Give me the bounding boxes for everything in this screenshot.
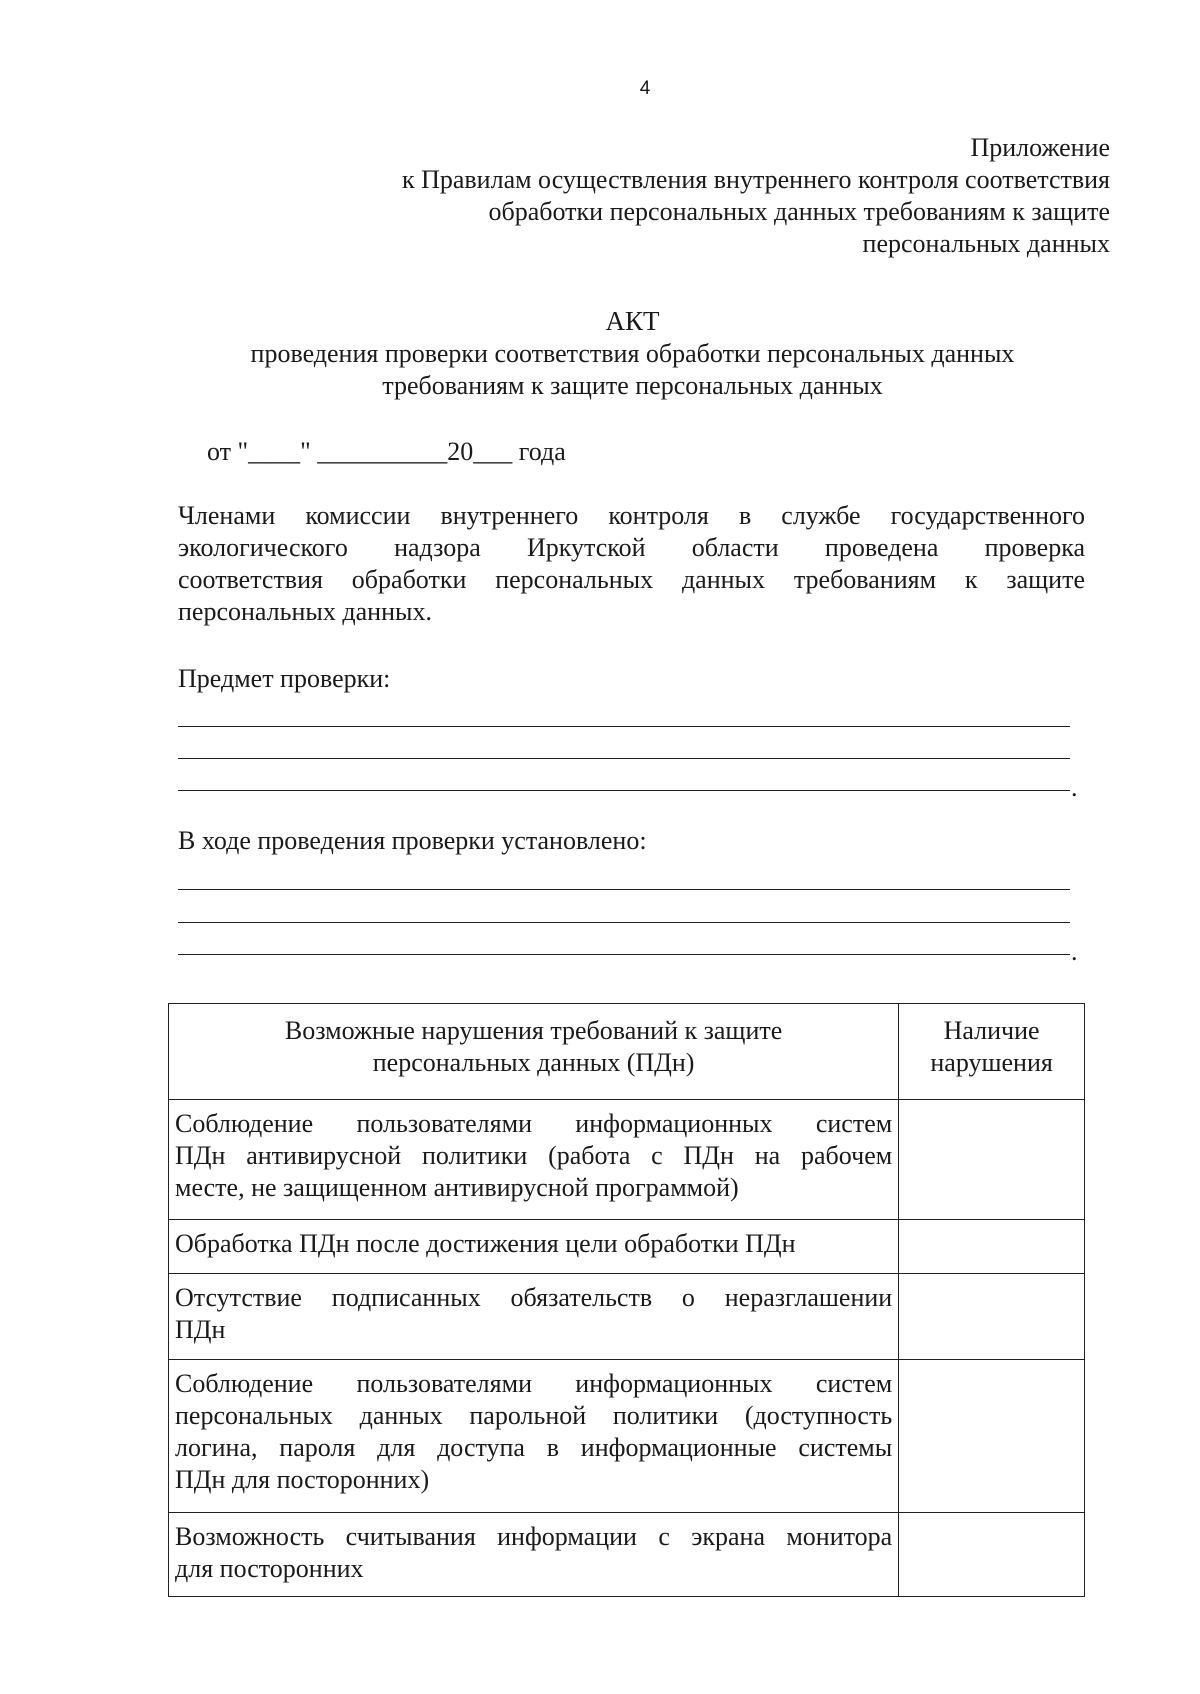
intro-line: Членами комиссии внутреннего контроля в службе государственного (178, 501, 1085, 530)
row-line: Соблюдение пользователями информационных систем (175, 1109, 893, 1138)
act-date-line: от "____" __________20___ года (207, 437, 566, 466)
subject-blank-line (178, 726, 1070, 727)
intro-line: персональных данных. (178, 597, 432, 626)
table-header-row (169, 1004, 1085, 1100)
header-flag (899, 1004, 1085, 1100)
row-line: ПДн для посторонних) (175, 1465, 430, 1494)
act-title: АКТ (605, 306, 660, 336)
row-line: Соблюдение пользователями информационных систем (175, 1369, 893, 1398)
intro-line: соответствия обработки персональных данных требованиям к защите (178, 565, 1085, 594)
row-line: Возможность считывания информации с экрана монитора (175, 1522, 893, 1551)
act-subtitle-line: требованиям к защите персональных данных (382, 371, 883, 400)
page-number: 4 (639, 78, 651, 99)
row-requirement (169, 1513, 899, 1597)
row-line: ПДн антивирусной политики (работа с ПДн на рабочем (175, 1141, 893, 1170)
row-requirement (169, 1220, 899, 1274)
table-row (169, 1360, 1085, 1513)
table-row (169, 1274, 1085, 1360)
row-line: Отсутствие подписанных обязательств о неразглашении (175, 1283, 893, 1312)
findings-blank-line (178, 954, 1070, 955)
header-requirement (169, 1004, 899, 1100)
findings-blank-line (178, 889, 1070, 890)
row-flag-cell[interactable] (899, 1220, 1085, 1274)
subject-blank-line (178, 758, 1070, 759)
subject-end-mark: . (1071, 773, 1078, 802)
table-row (169, 1100, 1085, 1220)
row-line: ПДн (175, 1315, 226, 1344)
row-requirement (169, 1274, 899, 1360)
appendix-line: обработки персональных данных требованиям к защите (488, 197, 1110, 226)
row-line: для посторонних (175, 1554, 364, 1583)
row-requirement (169, 1100, 899, 1220)
table-row (169, 1513, 1085, 1597)
subject-blank-line (178, 790, 1070, 791)
act-subtitle-line: проведения проверки соответствия обработки персональных данных (250, 339, 1015, 368)
table-row (169, 1220, 1085, 1274)
appendix-header (210, 132, 1110, 260)
row-line: персональных данных парольной политики (доступность (175, 1401, 893, 1430)
appendix-line: Приложение (970, 133, 1110, 162)
row-line: месте, не защищенном антивирусной программой) (175, 1173, 739, 1202)
row-flag-cell[interactable] (899, 1100, 1085, 1220)
intro-line: экологического надзора Иркутской области проведена проверка (178, 533, 1085, 562)
appendix-line: персональных данных (862, 229, 1110, 258)
act-subtitle (0, 338, 1200, 402)
violations-table (168, 1003, 1085, 1597)
row-line: Обработка ПДн после достижения цели обработки ПДн (175, 1229, 796, 1258)
findings-label: В ходе проведения проверки установлено: (178, 826, 647, 855)
row-line: логина, пароля для доступа в информационные системы (175, 1433, 893, 1462)
findings-end-mark: . (1071, 937, 1078, 966)
intro-paragraph (178, 500, 1085, 628)
header-requirement-line: Возможные нарушения требований к защите (284, 1016, 783, 1045)
row-requirement (169, 1360, 899, 1513)
findings-blank-line (178, 922, 1070, 923)
header-flag-line: нарушения (930, 1048, 1053, 1077)
header-requirement-line: персональных данных (ПДн) (372, 1048, 695, 1077)
subject-label: Предмет проверки: (178, 664, 391, 693)
row-flag-cell[interactable] (899, 1360, 1085, 1513)
row-flag-cell[interactable] (899, 1274, 1085, 1360)
appendix-line: к Правилам осуществления внутреннего контроля соответствия (401, 165, 1110, 194)
row-flag-cell[interactable] (899, 1513, 1085, 1597)
header-flag-line: Наличие (943, 1016, 1040, 1045)
